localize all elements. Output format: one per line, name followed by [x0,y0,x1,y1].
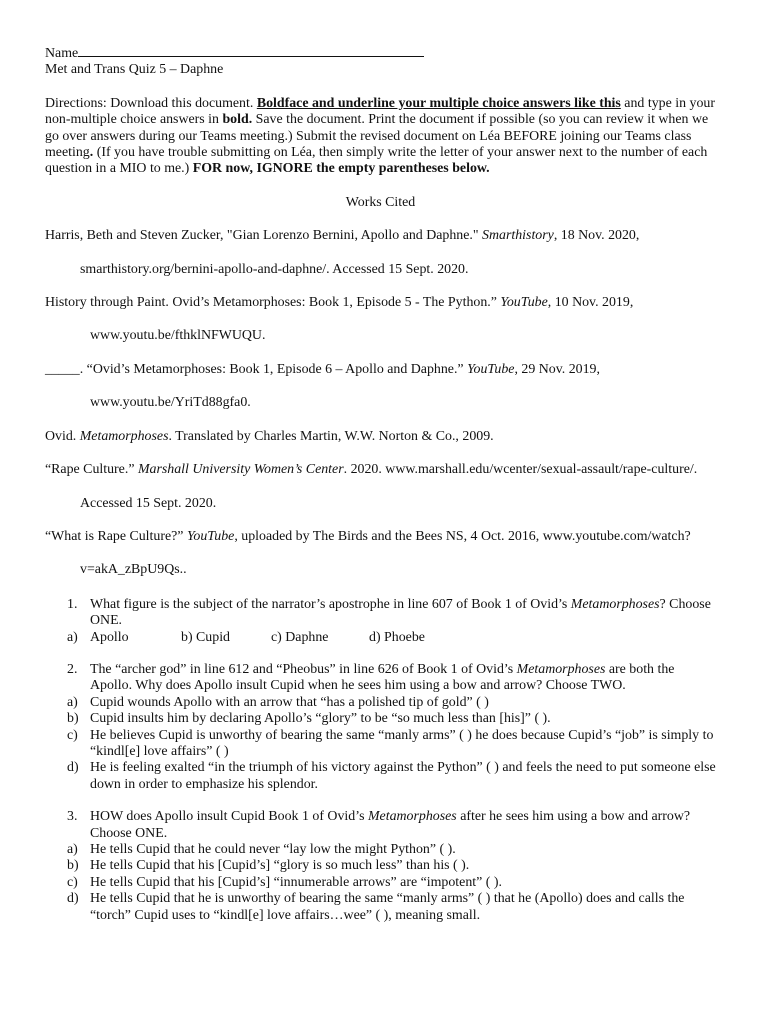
citation-text: Harris, Beth and Steven Zucker, "Gian Lorenzo Bernini, Apollo and Daphne." [45,228,483,244]
question-3 [45,809,716,924]
option-text: Cupid wounds Apollo with an arrow that “has a polished tip of gold” ( ) [90,694,489,710]
question-1 [45,597,716,646]
citation-birds-bees-url: v=akA_zBpU9Qs.. [80,562,187,578]
citation-ovid [45,429,716,445]
citation-text: “Rape Culture.” [45,462,138,478]
answer-option-a[interactable]: Apollo [90,629,129,645]
citation-marshall-accessed: Accessed 15 Sept. 2020. [80,495,217,511]
citation-text: _____. “Ovid’s Metamorphoses: Book 1, Episode 6 – Apollo and Daphne.” [45,361,468,377]
question-number: 2. [67,661,78,677]
citation-source: Metamorphoses [79,428,169,444]
citation-source: YouTube [186,528,235,544]
answer-option-d[interactable] [45,891,716,924]
option-text: He believes Cupid is unworthy of bearing the same “manly arms” ( ) he does because Cupid’s “job” is simply to “kindl[e] love affairs” ( ) [90,727,714,759]
option-text: He tells Cupid that his [Cupid’s] “innumerable arrows” are “impotent” ( ). [90,874,502,890]
question-2 [45,662,716,793]
citation-source: Marshall University Women’s Center [137,462,344,478]
citation-source: YouTube [467,361,515,377]
citation-birds-bees [45,529,716,545]
option-letter: b) [67,711,79,727]
directions-bold-period: . [89,145,94,161]
directions-text: Save the document. Print the document if possible (so you can review it when we go over answers during our Teams meeting.) Submit the revised document on Léa BEFORE joining our Teams class meeting [45,112,709,161]
answer-option-c[interactable] [45,875,716,891]
option-text: Cupid insults him by declaring Apollo’s “glory” to be “so much less than [his]” ( ). [90,711,551,727]
question-text-title: Metamorphoses [516,661,606,677]
directions-text: (If you have trouble submitting on Léa, then simply write the letter of your answer next to the number of each question in a MIO to me.) [45,145,708,177]
quiz-title: Met and Trans Quiz 5 – Daphne [45,62,224,78]
directions-ignore-note: FOR now, IGNORE the empty parentheses below. [192,161,490,177]
directions-bold-underline-example: Boldface and underline your multiple choice answers like this [256,95,621,111]
citation-harris-url: smarthistory.org/bernini-apollo-and-daphne/. Accessed 15 Sept. 2020. [80,261,469,277]
citation-marshall [45,462,716,478]
answer-option-a[interactable] [45,842,716,858]
answer-option-b[interactable] [45,858,716,874]
option-letter: d) [67,760,79,776]
question-text-title: Metamorphoses [367,809,457,825]
option-letter: c) [67,727,78,743]
option-text: He tells Cupid that he could never “lay low the might Python” ( ). [90,842,456,857]
question-list [45,597,716,924]
citation-source: YouTube [500,295,548,311]
answer-option-c[interactable]: c) Daphne [271,629,329,645]
citation-text: History through Paint. Ovid’s Metamorphoses: Book 1, Episode 5 - The Python.” [45,295,501,311]
option-letter: a) [67,694,78,710]
question-text-part: What figure is the subject of the narrator’s apostrophe in line 607 of Book 1 of Ovid’s [90,596,571,612]
citation-text: , 18 Nov. 2020, [553,228,640,244]
directions-bold-word: bold. [222,112,253,128]
citation-apollo-daphne [45,362,716,378]
question-number: 3. [67,809,78,825]
question-text-part: ? Choose ONE. [90,596,711,629]
citation-source: Smarthistory [482,228,554,244]
answer-option-c[interactable] [45,728,716,761]
question-text [90,597,716,630]
directions-paragraph [45,96,716,178]
option-text: He is feeling exalted “in the triumph of his victory against the Python” ( ) and feels the need to put someone else down in order to emphasize his splendor. [90,760,716,792]
question-text-part: are both the Apollo. Why does Apollo insult Cupid when he sees him using a bow and arrow? Choose TWO. [90,661,675,694]
question-text [90,662,716,695]
question-text-part: after he sees him using a bow and arrow? Choose ONE. [90,809,691,841]
answer-option-d[interactable]: d) Phoebe [369,629,425,645]
answer-option-b[interactable]: b) Cupid [181,629,231,645]
question-stem [45,662,716,695]
citation-python [45,295,716,311]
citation-text: Ovid. [45,428,80,444]
citation-text: , 29 Nov. 2019, [514,361,600,377]
citation-text: , 10 Nov. 2019, [547,295,634,311]
option-letter: d) [67,891,79,907]
citation-text: , uploaded by The Birds and the Bees NS, 4 Oct. 2016, www.youtube.com/watch? [234,528,691,544]
works-cited-heading: Works Cited [345,194,416,210]
answer-options-row [45,630,716,646]
inline-options [90,630,716,646]
option-text: He tells Cupid that his [Cupid’s] “glory is so much less” than his ( ). [90,858,470,874]
question-stem [45,597,716,630]
option-text: He tells Cupid that he is unworthy of bearing the same “manly arms” ( ) that he (Apollo) does and calls the “torch” Cupid uses to “kindl[e] love affairs…wee” ( ), meaning small. [90,891,685,923]
name-label: Name [45,46,79,61]
question-text-part: HOW does Apollo insult Cupid Book 1 of Ovid’s [90,809,368,825]
citation-text: “What is Rape Culture?” [45,528,187,544]
name-blank [78,44,424,57]
citation-text: . 2020. www.marshall.edu/wcenter/sexual-assault/rape-culture/. [343,462,698,478]
question-text [90,809,716,842]
question-stem [45,809,716,842]
option-letter: a) [67,629,78,645]
name-line [45,44,716,62]
question-number: 1. [67,596,78,612]
citation-text: . Translated by Charles Martin, W.W. Norton & Co., 2009. [168,428,494,444]
option-letter: c) [67,874,78,890]
directions-text: and type in your non-multiple choice answers in [45,95,715,128]
question-text-part: The “archer god” in line 612 and “Pheobus” in line 626 of Book 1 of Ovid’s [90,661,517,677]
option-letter: a) [67,842,78,857]
answer-option-b[interactable] [45,711,716,727]
citation-apollo-daphne-url: www.youtu.be/YriTd88gfa0. [90,395,251,411]
citation-python-url: www.youtu.be/fthklNFWUQU. [90,328,266,344]
answer-option-d[interactable] [45,760,716,793]
answer-option-a[interactable] [45,695,716,711]
option-letter: b) [67,858,79,874]
question-text-title: Metamorphoses [570,596,660,612]
directions-text: Directions: Download this document. [45,95,257,111]
citation-harris [45,228,716,244]
